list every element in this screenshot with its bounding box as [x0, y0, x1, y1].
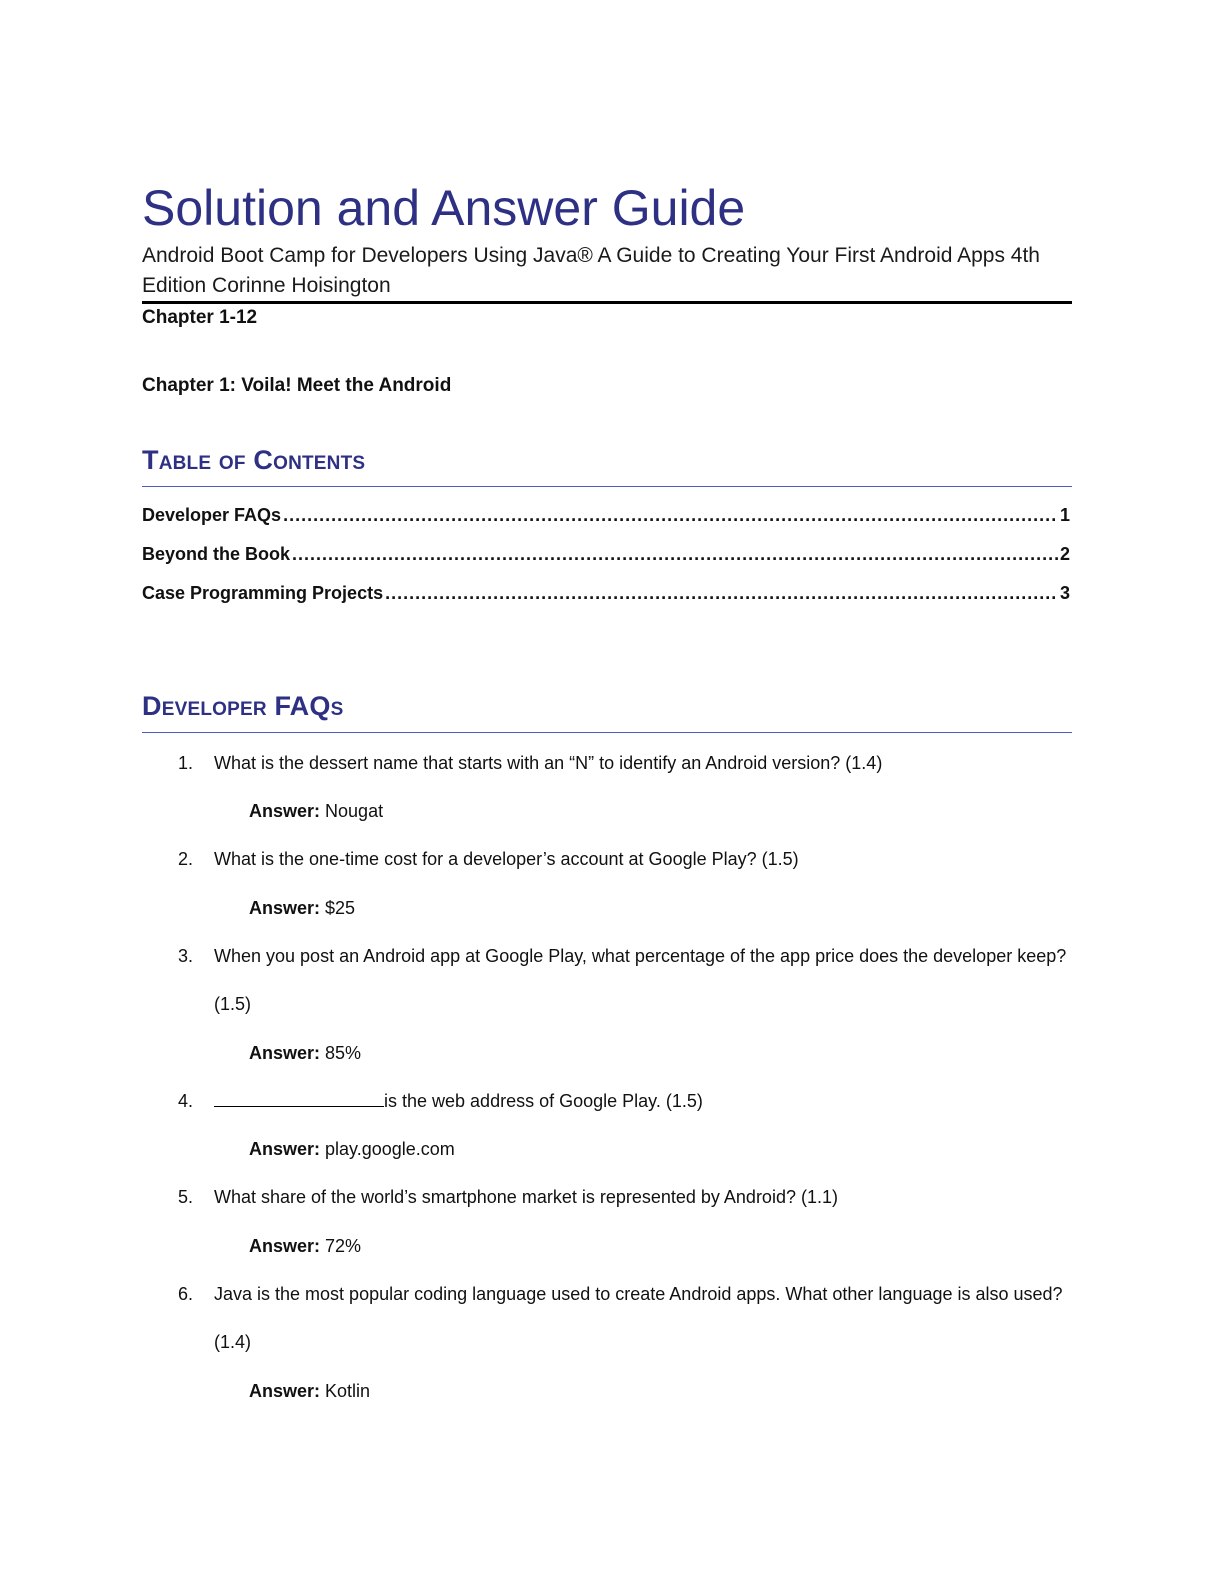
- faq-question: [178, 835, 1068, 883]
- toc-entry-label: Developer FAQs: [142, 505, 282, 525]
- fill-in-blank: [214, 1086, 384, 1107]
- answer-text: 85%: [325, 1043, 362, 1063]
- faq-question: [178, 932, 1068, 1028]
- question-number: 5.: [178, 1187, 194, 1207]
- faq-answer: [249, 896, 355, 920]
- answer-label: Answer:: [249, 1139, 321, 1159]
- faq-answer: [249, 799, 383, 823]
- question-number: 3.: [178, 946, 194, 966]
- answer-text: Kotlin: [325, 1381, 371, 1401]
- answer-label: Answer:: [249, 1043, 321, 1063]
- toc-entry-page: 1: [1059, 505, 1070, 525]
- toc-entry-page: 3: [1059, 583, 1070, 603]
- answer-label: Answer:: [249, 1381, 321, 1401]
- title-divider: [142, 301, 1072, 304]
- faq-question: [178, 739, 1068, 787]
- question-text: Java is the most popular coding language used to create Android apps. What other language is also used? (1.4): [214, 1284, 1063, 1352]
- question-text: What is the one-time cost for a developer’s account at Google Play? (1.5): [214, 849, 799, 869]
- toc-entry-beyond-the-book[interactable]: [142, 544, 1070, 583]
- toc-leader-dots: [292, 544, 1058, 565]
- answer-label: Answer:: [249, 801, 321, 821]
- answer-text: play.google.com: [325, 1139, 455, 1159]
- question-text: What is the dessert name that starts with an “N” to identify an Android version? (1.4): [214, 753, 883, 773]
- toc-entry-page: 2: [1059, 544, 1070, 564]
- answer-text: Nougat: [325, 801, 384, 821]
- chapter-heading: Chapter 1: Voila! Meet the Android: [142, 375, 452, 396]
- table-of-contents: [142, 505, 1070, 622]
- chapter-range: Chapter 1-12: [142, 307, 258, 328]
- question-text-after-blank: is the web address of Google Play. (1.5): [384, 1091, 703, 1111]
- answer-text: 72%: [325, 1236, 362, 1256]
- toc-leader-dots: [385, 583, 1058, 604]
- toc-heading: Table of Contents: [142, 445, 366, 475]
- faq-answer: [249, 1234, 361, 1258]
- faq-question: [178, 1173, 1068, 1221]
- question-text: When you post an Android app at Google Play, what percentage of the app price does the developer keep? (1.5): [214, 946, 1067, 1014]
- toc-entry-label: Case Programming Projects: [142, 583, 384, 603]
- faq-divider: [142, 732, 1072, 733]
- document-title: Solution and Answer Guide: [142, 180, 746, 236]
- toc-entry-developer-faqs[interactable]: [142, 505, 1070, 544]
- toc-entry-label: Beyond the Book: [142, 544, 291, 564]
- answer-text: $25: [325, 898, 356, 918]
- question-number: 4.: [178, 1091, 194, 1111]
- toc-divider: [142, 486, 1072, 487]
- toc-entry-case-programming-projects[interactable]: [142, 583, 1070, 622]
- faq-question: [178, 1077, 1068, 1125]
- document-subtitle: Android Boot Camp for Developers Using Java® A Guide to Creating Your First Android Apps 4th Edition Corinne Hoisington: [142, 244, 1040, 297]
- faq-answer: [249, 1379, 370, 1403]
- answer-label: Answer:: [249, 1236, 321, 1256]
- question-text: What share of the world’s smartphone market is represented by Android? (1.1): [214, 1187, 838, 1207]
- question-number: 2.: [178, 849, 194, 869]
- faq-answer: [249, 1041, 361, 1065]
- faq-question: [178, 1270, 1068, 1366]
- question-text: [214, 1077, 1068, 1125]
- faq-answer: [249, 1137, 455, 1161]
- question-number: 6.: [178, 1284, 194, 1304]
- answer-label: Answer:: [249, 898, 321, 918]
- question-number: 1.: [178, 753, 194, 773]
- faq-heading: Developer FAQs: [142, 691, 344, 721]
- toc-leader-dots: [283, 505, 1058, 526]
